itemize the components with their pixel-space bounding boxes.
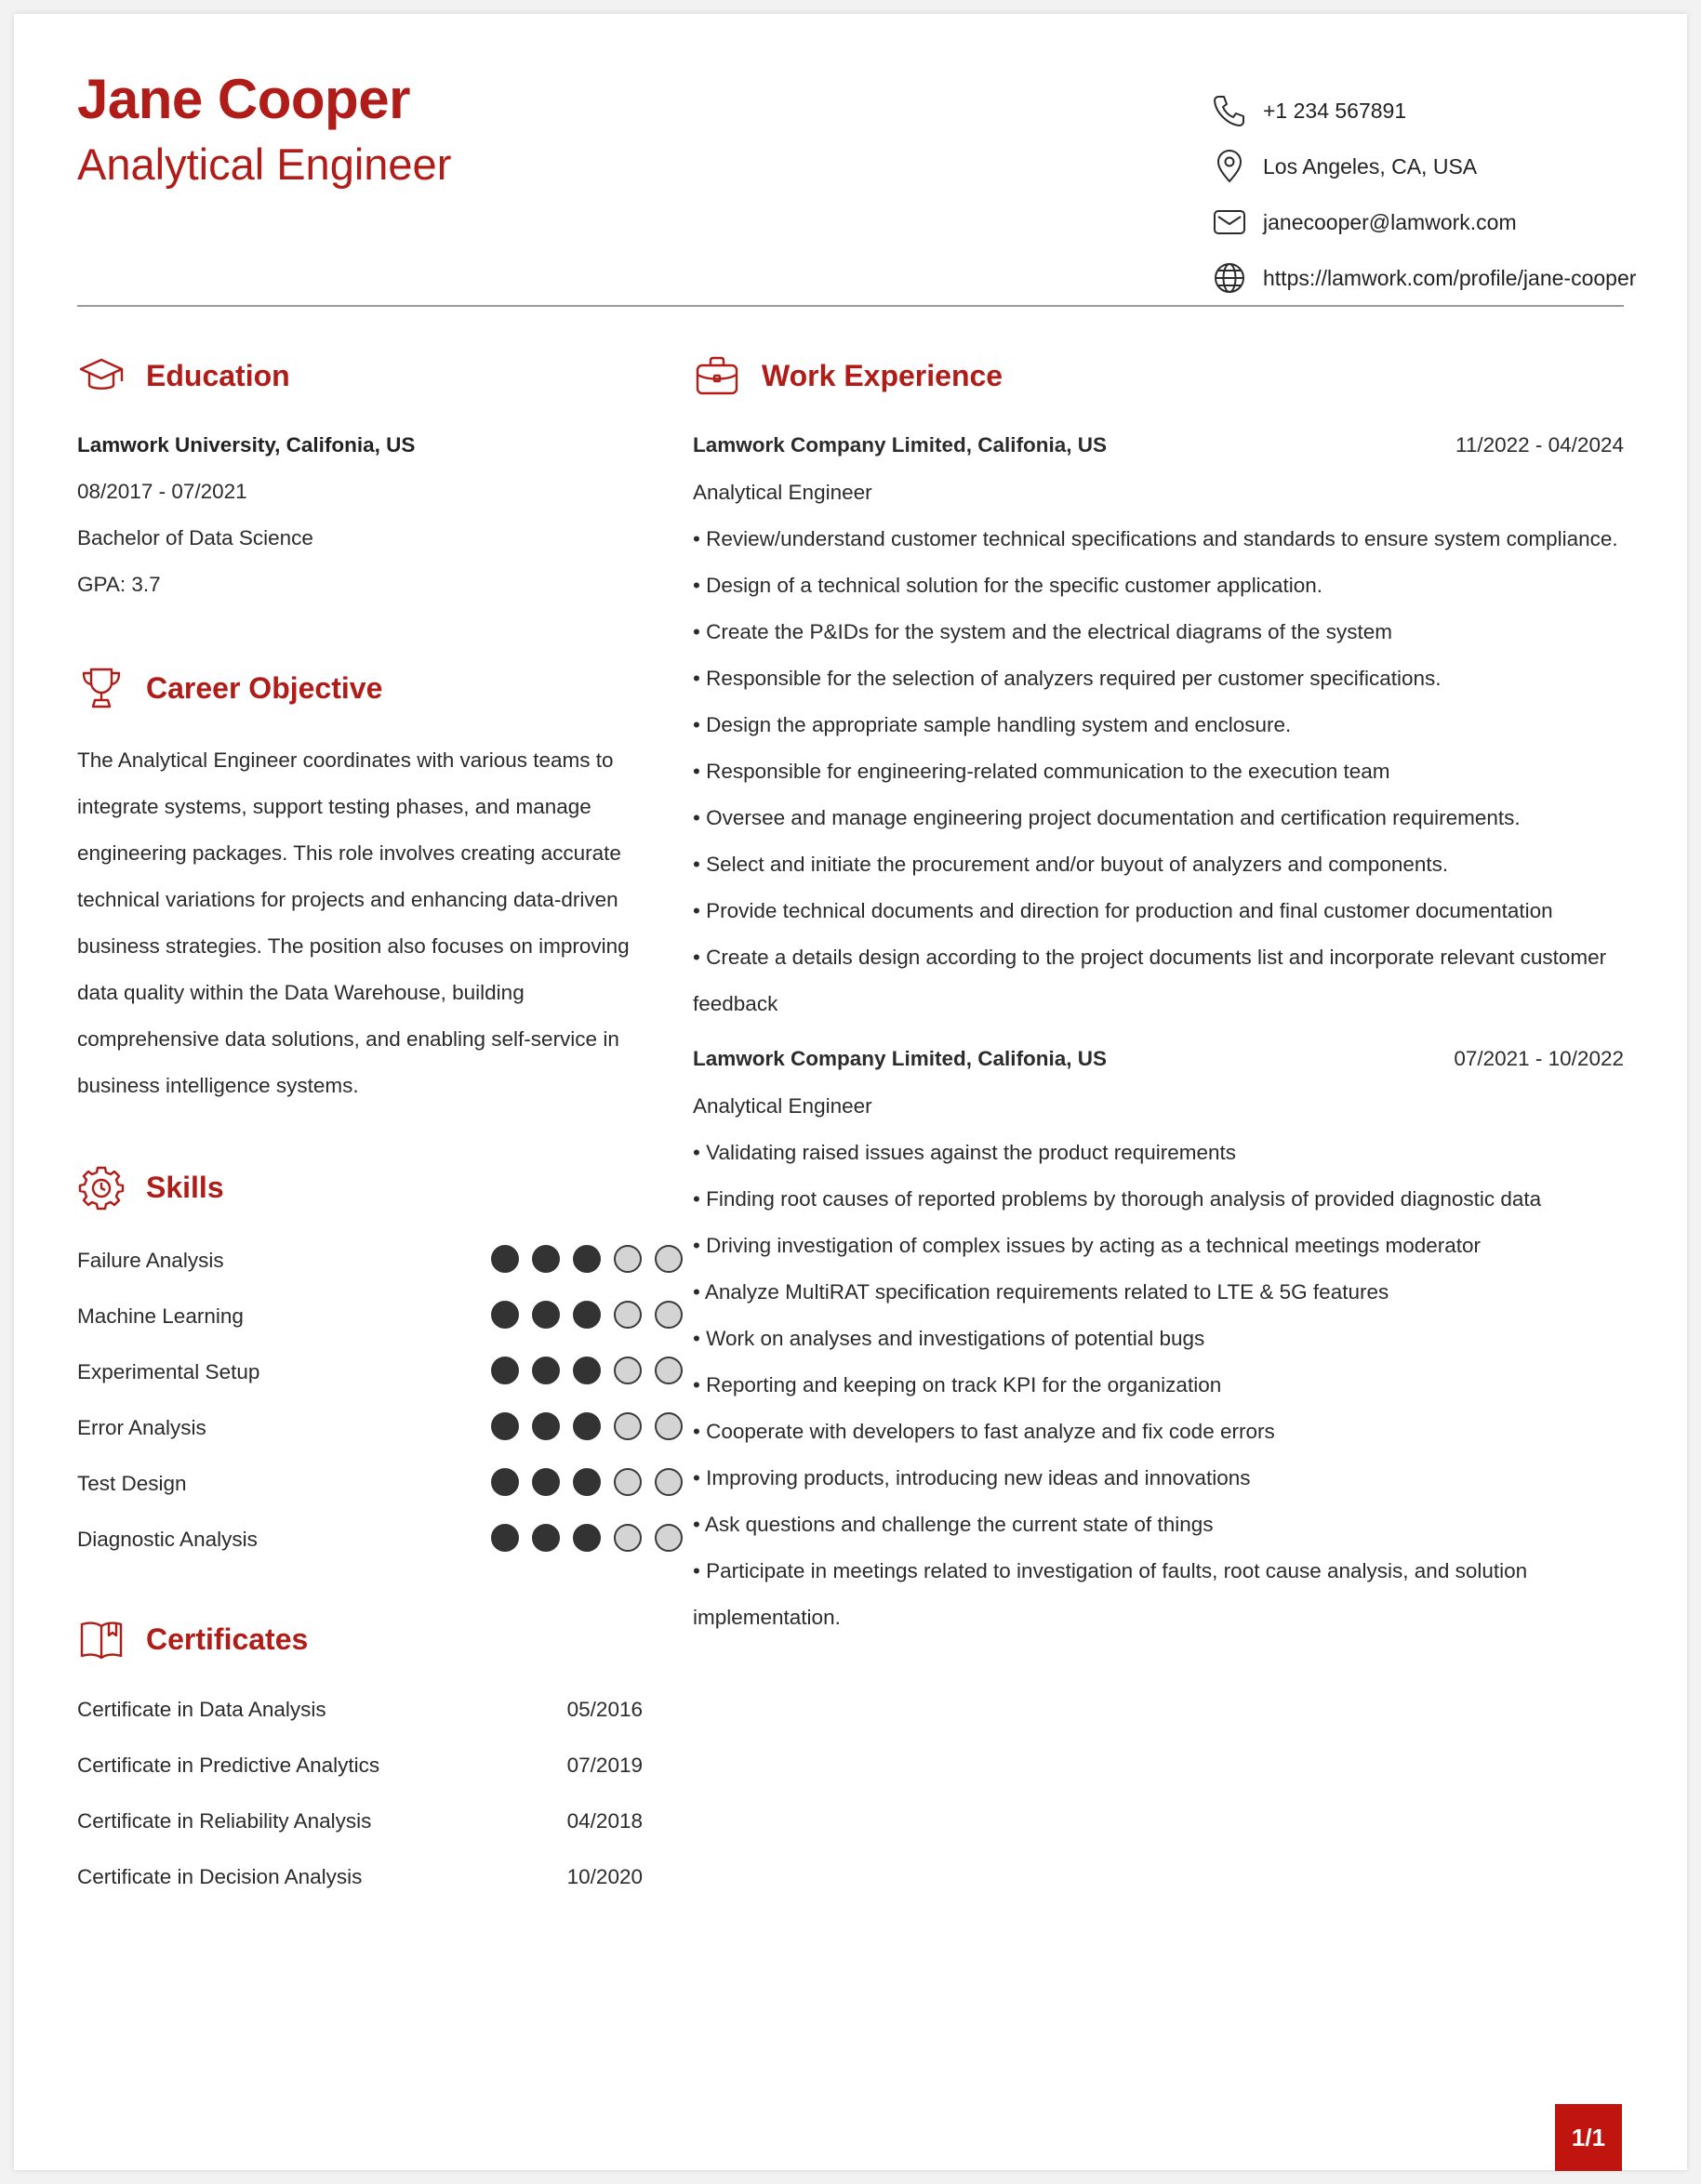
skill-dot-filled xyxy=(573,1412,601,1440)
skill-row xyxy=(77,1522,635,1559)
certificate-name: Certificate in Decision Analysis xyxy=(77,1865,363,1888)
skill-name: Experimental Setup xyxy=(77,1360,260,1383)
page-indicator: 1/1 xyxy=(1555,2104,1622,2171)
job-details xyxy=(693,1083,1624,1641)
skill-dot-filled xyxy=(491,1245,519,1273)
job-bullet: • Select and initiate the procurement and/or buyout of analyzers and components. xyxy=(693,853,1449,876)
contact-phone-text: +1 234 567891 xyxy=(1263,98,1407,123)
contact-phone xyxy=(1211,83,1636,139)
education-dates: 08/2017 - 07/2021 xyxy=(77,480,247,503)
objective-header xyxy=(77,664,382,712)
objective-title: Career Objective xyxy=(146,670,383,705)
job-bullet: • Review/understand customer technical specifications and standards to ensure system compliance. xyxy=(693,527,1618,550)
job-bullet: • Cooperate with developers to fast analyze and fix code errors xyxy=(693,1420,1275,1443)
skill-dot-empty xyxy=(655,1301,683,1329)
skills-header xyxy=(77,1163,224,1211)
job-bullet: • Responsible for engineering-related communication to the execution team xyxy=(693,760,1390,783)
job-bullet: • Participate in meetings related to investigation of faults, root cause analysis, and solution implementation. xyxy=(693,1559,1528,1629)
phone-icon xyxy=(1211,92,1248,129)
work-header xyxy=(693,351,1003,400)
skill-row xyxy=(77,1299,635,1336)
job-bullet: • Work on analyses and investigations of potential bugs xyxy=(693,1327,1205,1350)
skill-dot-filled xyxy=(573,1468,601,1496)
job-bullet: • Improving products, introducing new ideas and innovations xyxy=(693,1466,1251,1489)
skill-level xyxy=(491,1357,696,1384)
briefcase-icon xyxy=(693,351,741,400)
skill-row xyxy=(77,1243,635,1280)
job-position: Analytical Engineer xyxy=(693,1094,872,1118)
skill-name: Test Design xyxy=(77,1472,187,1495)
job-bullet: • Finding root causes of reported problems by thorough analysis of provided diagnostic data xyxy=(693,1187,1542,1211)
certificate-item xyxy=(77,1698,643,1731)
skill-dot-empty xyxy=(655,1468,683,1496)
job-company: Lamwork Company Limited, Califonia, US xyxy=(693,1047,1108,1070)
skill-level xyxy=(491,1301,696,1329)
skill-dot-filled xyxy=(491,1301,519,1329)
skill-dot-filled xyxy=(532,1412,560,1440)
skill-level xyxy=(491,1524,696,1552)
skill-dot-empty xyxy=(614,1412,642,1440)
job-bullet: • Analyze MultiRAT specification requirements related to LTE & 5G features xyxy=(693,1280,1389,1304)
contact-website-text[interactable]: https://lamwork.com/profile/jane-cooper xyxy=(1263,265,1637,290)
gear-icon xyxy=(77,1163,126,1211)
job-bullet: • Ask questions and challenge the current state of things xyxy=(693,1513,1214,1536)
candidate-role: Analytical Engineer xyxy=(77,139,452,189)
certificate-date: 07/2019 xyxy=(566,1754,643,1777)
skill-dot-empty xyxy=(655,1357,683,1384)
job-dates: 07/2021 - 10/2022 xyxy=(1454,1047,1624,1070)
skills-title: Skills xyxy=(146,1170,224,1204)
skill-dot-filled xyxy=(532,1357,560,1384)
certificate-name: Certificate in Predictive Analytics xyxy=(77,1754,380,1777)
job-bullet: • Design the appropriate sample handling system and enclosure. xyxy=(693,713,1292,736)
skill-dot-filled xyxy=(491,1524,519,1552)
certificate-date: 04/2018 xyxy=(566,1809,643,1833)
contact-location xyxy=(1211,139,1636,194)
certificates-header xyxy=(77,1615,308,1663)
job-company: Lamwork Company Limited, Califonia, US xyxy=(693,433,1108,457)
skill-name: Failure Analysis xyxy=(77,1249,224,1272)
graduation-cap-icon xyxy=(77,351,126,400)
globe-icon xyxy=(1211,259,1248,297)
work-title: Work Experience xyxy=(762,358,1003,392)
skill-dot-empty xyxy=(655,1412,683,1440)
contact-website[interactable] xyxy=(1211,250,1636,306)
certificate-item xyxy=(77,1865,643,1899)
skill-level xyxy=(491,1245,696,1273)
skill-dot-filled xyxy=(491,1468,519,1496)
contact-list xyxy=(1211,83,1636,306)
skill-row xyxy=(77,1410,635,1448)
job-dates: 11/2022 - 04/2024 xyxy=(1455,433,1624,457)
education-header xyxy=(77,351,290,400)
job-bullet: • Design of a technical solution for the specific customer application. xyxy=(693,574,1322,597)
skill-row xyxy=(77,1466,635,1503)
contact-email[interactable] xyxy=(1211,194,1636,250)
skill-dot-empty xyxy=(655,1524,683,1552)
header-divider xyxy=(77,305,1624,307)
contact-email-text[interactable]: janecooper@lamwork.com xyxy=(1263,209,1517,234)
education-title: Education xyxy=(146,358,290,392)
skill-dot-filled xyxy=(491,1357,519,1384)
resume-page xyxy=(14,14,1687,2170)
skill-dot-filled xyxy=(573,1245,601,1273)
job-bullet: • Create a details design according to the project documents list and incorporate relevant customer feedback xyxy=(693,946,1607,1015)
skill-dot-filled xyxy=(573,1357,601,1384)
certificate-item xyxy=(77,1809,643,1843)
job-bullet: • Validating raised issues against the product requirements xyxy=(693,1141,1237,1164)
certificate-date: 10/2020 xyxy=(566,1865,643,1888)
trophy-icon xyxy=(77,664,126,712)
skill-dot-empty xyxy=(614,1301,642,1329)
skill-dot-empty xyxy=(614,1524,642,1552)
mail-icon xyxy=(1211,204,1248,241)
job-bullet: • Oversee and manage engineering project documentation and certification requirements. xyxy=(693,806,1521,829)
skill-dot-empty xyxy=(614,1245,642,1273)
contact-location-text: Los Angeles, CA, USA xyxy=(1263,153,1478,179)
skill-dot-empty xyxy=(614,1357,642,1384)
skill-level xyxy=(491,1412,696,1440)
skill-level xyxy=(491,1468,696,1496)
certificates-title: Certificates xyxy=(146,1621,309,1656)
job-bullet: • Driving investigation of complex issues by acting as a technical meetings moderator xyxy=(693,1234,1482,1257)
skill-dot-filled xyxy=(573,1301,601,1329)
skill-row xyxy=(77,1355,635,1392)
objective-text: The Analytical Engineer coordinates with various teams to integrate systems, support testing phases, and manage engineering packages. This role involves creating accurate technical variations for projects and enhancing data-driven business strategies. The position also focuses on improving data quality within the Data Warehouse, building comprehensive data solutions, and enabling self-service in business intelligence systems. xyxy=(77,748,630,1097)
skill-dot-filled xyxy=(491,1412,519,1440)
skill-name: Diagnostic Analysis xyxy=(77,1528,258,1551)
job-bullet: • Provide technical documents and direction for production and final customer documentation xyxy=(693,899,1553,922)
education-gpa: GPA: 3.7 xyxy=(77,573,161,596)
education-school: Lamwork University, Califonia, US xyxy=(77,433,416,457)
certificate-name: Certificate in Data Analysis xyxy=(77,1698,326,1721)
certificate-item xyxy=(77,1754,643,1787)
certificate-date: 05/2016 xyxy=(566,1698,643,1721)
book-icon xyxy=(77,1615,126,1663)
job-bullet: • Responsible for the selection of analyzers required per customer specifications. xyxy=(693,667,1442,690)
education-degree: Bachelor of Data Science xyxy=(77,526,313,549)
skill-name: Error Analysis xyxy=(77,1416,206,1439)
job-bullet: • Reporting and keeping on track KPI for the organization xyxy=(693,1373,1222,1396)
candidate-name: Jane Cooper xyxy=(77,68,410,130)
skill-dot-empty xyxy=(655,1245,683,1273)
skill-dot-empty xyxy=(614,1468,642,1496)
skill-dot-filled xyxy=(532,1245,560,1273)
job-details xyxy=(693,470,1624,1027)
skill-dot-filled xyxy=(532,1468,560,1496)
skill-dot-filled xyxy=(532,1524,560,1552)
skill-dot-filled xyxy=(532,1301,560,1329)
skill-name: Machine Learning xyxy=(77,1304,244,1328)
job-bullet: • Create the P&IDs for the system and the electrical diagrams of the system xyxy=(693,620,1392,643)
location-pin-icon xyxy=(1211,148,1248,185)
certificate-name: Certificate in Reliability Analysis xyxy=(77,1809,372,1833)
job-position: Analytical Engineer xyxy=(693,481,872,504)
skill-dot-filled xyxy=(573,1524,601,1552)
